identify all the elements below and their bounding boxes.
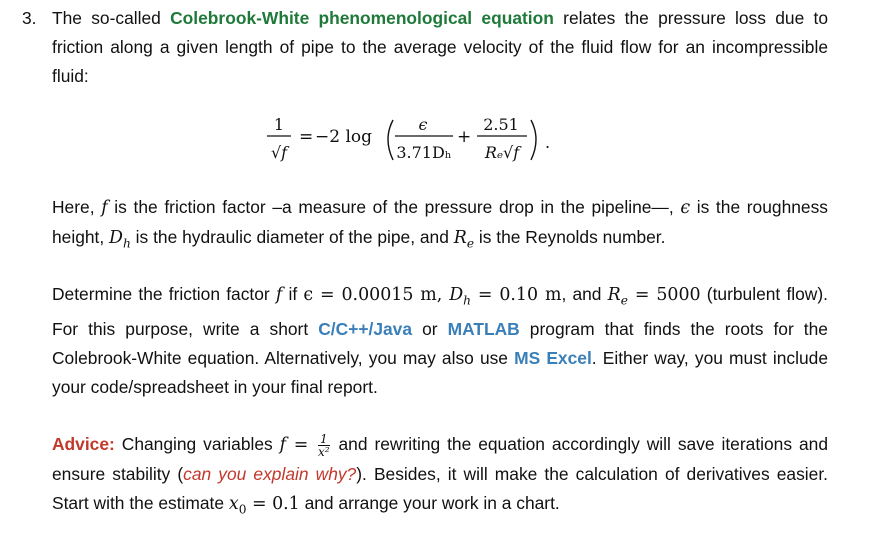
lhs-denominator: √f [270, 143, 288, 162]
language-c-java: C/C++/Java [318, 319, 413, 340]
advice-text-a: Changing variables [114, 434, 280, 454]
colebrook-equation [255, 108, 595, 174]
task-text-b: if [282, 284, 304, 304]
symbol-f: f [101, 198, 108, 218]
term1-numerator: ϵ [418, 115, 428, 134]
task-text-g: program that finds the roots for the Colebrook-White equation. Alternatively, you may also use [52, 319, 828, 369]
symbol-epsilon: ϵ [680, 198, 691, 218]
task-symbol-dh-sub: h [463, 293, 471, 308]
advice-symbol-x: x [228, 494, 239, 514]
symbol-re: R [453, 228, 467, 248]
equation-name-highlight: Colebrook-White phenomenological equation [170, 8, 554, 28]
task-epsilon-value: ϵ = 0.00015 m, [303, 285, 450, 305]
problem-number: 3. [22, 8, 37, 28]
explain-text-b: is the friction factor –a measure of the pressure drop in the pipeline—, [107, 197, 681, 217]
symbol-dh: D [109, 228, 123, 248]
task-paragraph [52, 280, 828, 402]
intro-text-2: relates the pressure loss due to friction along a given length of pipe to the average velocity of the fluid flow for an incompressible fluid: [52, 8, 829, 86]
term1-denominator: 3.71Dₕ [396, 143, 452, 162]
plus-sign: + [457, 127, 472, 147]
equals-sign: = [299, 127, 314, 147]
tool-ms-excel: MS Excel [514, 348, 592, 369]
advice-fraction-numerator: 1 [319, 431, 328, 446]
symbol-re-sub: e [466, 236, 475, 251]
lhs-numerator: 1 [273, 115, 285, 134]
coefficient-log: −2 log [315, 127, 373, 147]
advice-question: can you explain why? [183, 464, 357, 484]
advice-label: Advice: [52, 434, 115, 454]
task-dh-value: = 0.10 m [470, 285, 562, 305]
advice-text-b: and rewriting the equation accordingly will save iterations and ensure stability ( [52, 434, 828, 484]
intro-text-1: The so-called [52, 8, 171, 28]
language-matlab: MATLAB [447, 319, 520, 340]
symbol-dh-sub: h [123, 236, 131, 251]
task-text-c: , and [561, 284, 608, 304]
advice-symbol-x-sub: 0 [238, 502, 247, 517]
explain-text-e: is the Reynolds number. [474, 227, 666, 247]
task-text-h: . Either way, you must include your code/spreadsheet in your final report. [52, 348, 828, 398]
explain-text-d: is the hydraulic diameter of the pipe, and [130, 227, 454, 247]
task-text-d: (turbulent flow). For this purpose, write a short [52, 284, 828, 340]
task-symbol-dh: D [449, 285, 464, 305]
explain-text-c: is the roughness height, [52, 197, 828, 247]
task-symbol-f: f [275, 285, 283, 305]
explain-text-a: Here, [52, 197, 102, 217]
task-text-e: or [412, 319, 448, 340]
advice-x0-value: = 0.1 [246, 494, 300, 514]
advice-f-equals: f = [279, 435, 316, 455]
task-re-value: = 5000 [627, 285, 701, 305]
advice-text-d: and arrange your work in a chart. [299, 493, 560, 513]
advice-text-c: ). Besides, it will make the calculation of derivatives easier. Start with the estimate [52, 464, 828, 513]
task-symbol-re-sub: e [620, 293, 628, 308]
task-symbol-re: R [607, 285, 621, 305]
advice-fraction [318, 433, 330, 458]
task-text-a: Determine the friction factor [52, 284, 276, 304]
intro-paragraph [52, 4, 828, 91]
advice-paragraph [52, 430, 828, 524]
term2-denominator: Rₑ√f [484, 143, 520, 162]
equation-period: . [545, 133, 551, 152]
term2-numerator: 2.51 [483, 115, 519, 134]
advice-fraction-denominator: x² [317, 444, 330, 459]
explanation-paragraph [52, 193, 828, 258]
